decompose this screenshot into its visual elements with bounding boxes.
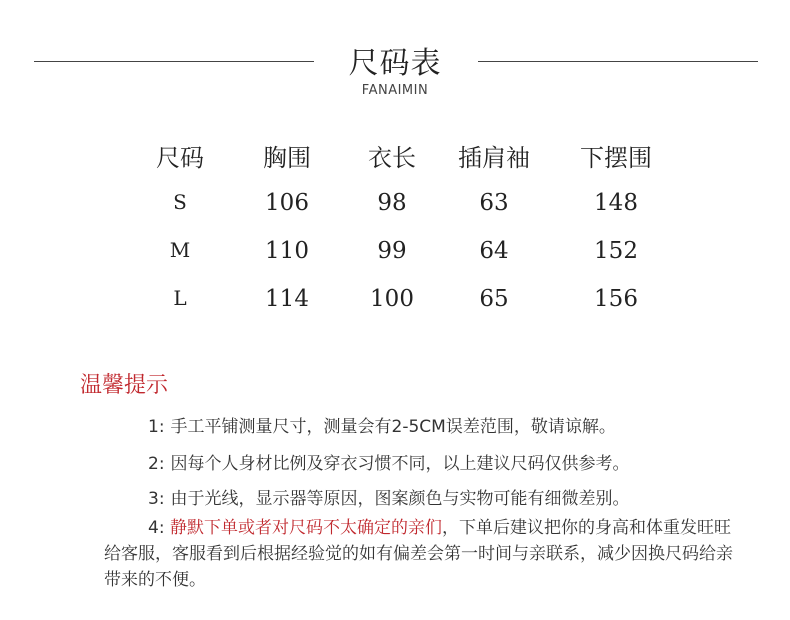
size-label: L (173, 286, 187, 310)
tip-item-1 (148, 412, 616, 437)
tip-text: 手工平铺测量尺寸，测量会有2-5CM误差范围，敬请谅解。 (170, 417, 616, 437)
tip-text: 因每个人身材比例及穿衣习惯不同，以上建议尺码仅供参考。 (170, 454, 630, 474)
tip-highlight: 静默下单或者对尺码不太确定的亲们 (169, 518, 442, 538)
tip-item-2 (148, 449, 630, 474)
table-cell: 110 (265, 238, 309, 264)
tip-text: 由于光线，显示器等原因，图案颜色与实物可能有细微差别。 (170, 489, 630, 509)
header-length: 衣长 (368, 144, 416, 172)
tip-item-4 (104, 515, 744, 593)
tip-number: 4: (148, 518, 165, 538)
table-cell: 106 (265, 190, 309, 216)
table-cell: 156 (594, 286, 638, 312)
tip-number: 3: (148, 489, 165, 509)
size-label: M (169, 238, 191, 262)
page-title: 尺码表 (348, 46, 442, 81)
table-cell: 152 (594, 238, 638, 264)
header-size: 尺码 (156, 144, 204, 172)
tip-text: ，下单后建议把你的身高和体重发旺旺给客服，客服看到后根据经验觉的如有偏差会第一时间与亲联系，减少因换尺码给亲带来的不便。 (104, 518, 733, 590)
size-label: S (173, 190, 187, 214)
table-cell: 98 (377, 190, 407, 216)
table-cell: 65 (479, 286, 509, 312)
table-cell: 64 (479, 238, 509, 264)
table-cell: 100 (370, 286, 414, 312)
header-hem: 下摆围 (580, 144, 652, 172)
tip-number: 2: (148, 454, 165, 474)
table-cell: 99 (377, 238, 407, 264)
brand-subtitle: FANAIMIN (361, 83, 429, 98)
tip-number: 1: (148, 417, 165, 437)
tips-title: 温馨提示 (80, 373, 169, 398)
tip-item-3 (148, 484, 630, 509)
header-sleeve: 插肩袖 (458, 144, 530, 172)
table-cell: 114 (265, 286, 309, 312)
table-cell: 148 (594, 190, 638, 216)
table-cell: 63 (479, 190, 509, 216)
header-chest: 胸围 (263, 144, 311, 172)
